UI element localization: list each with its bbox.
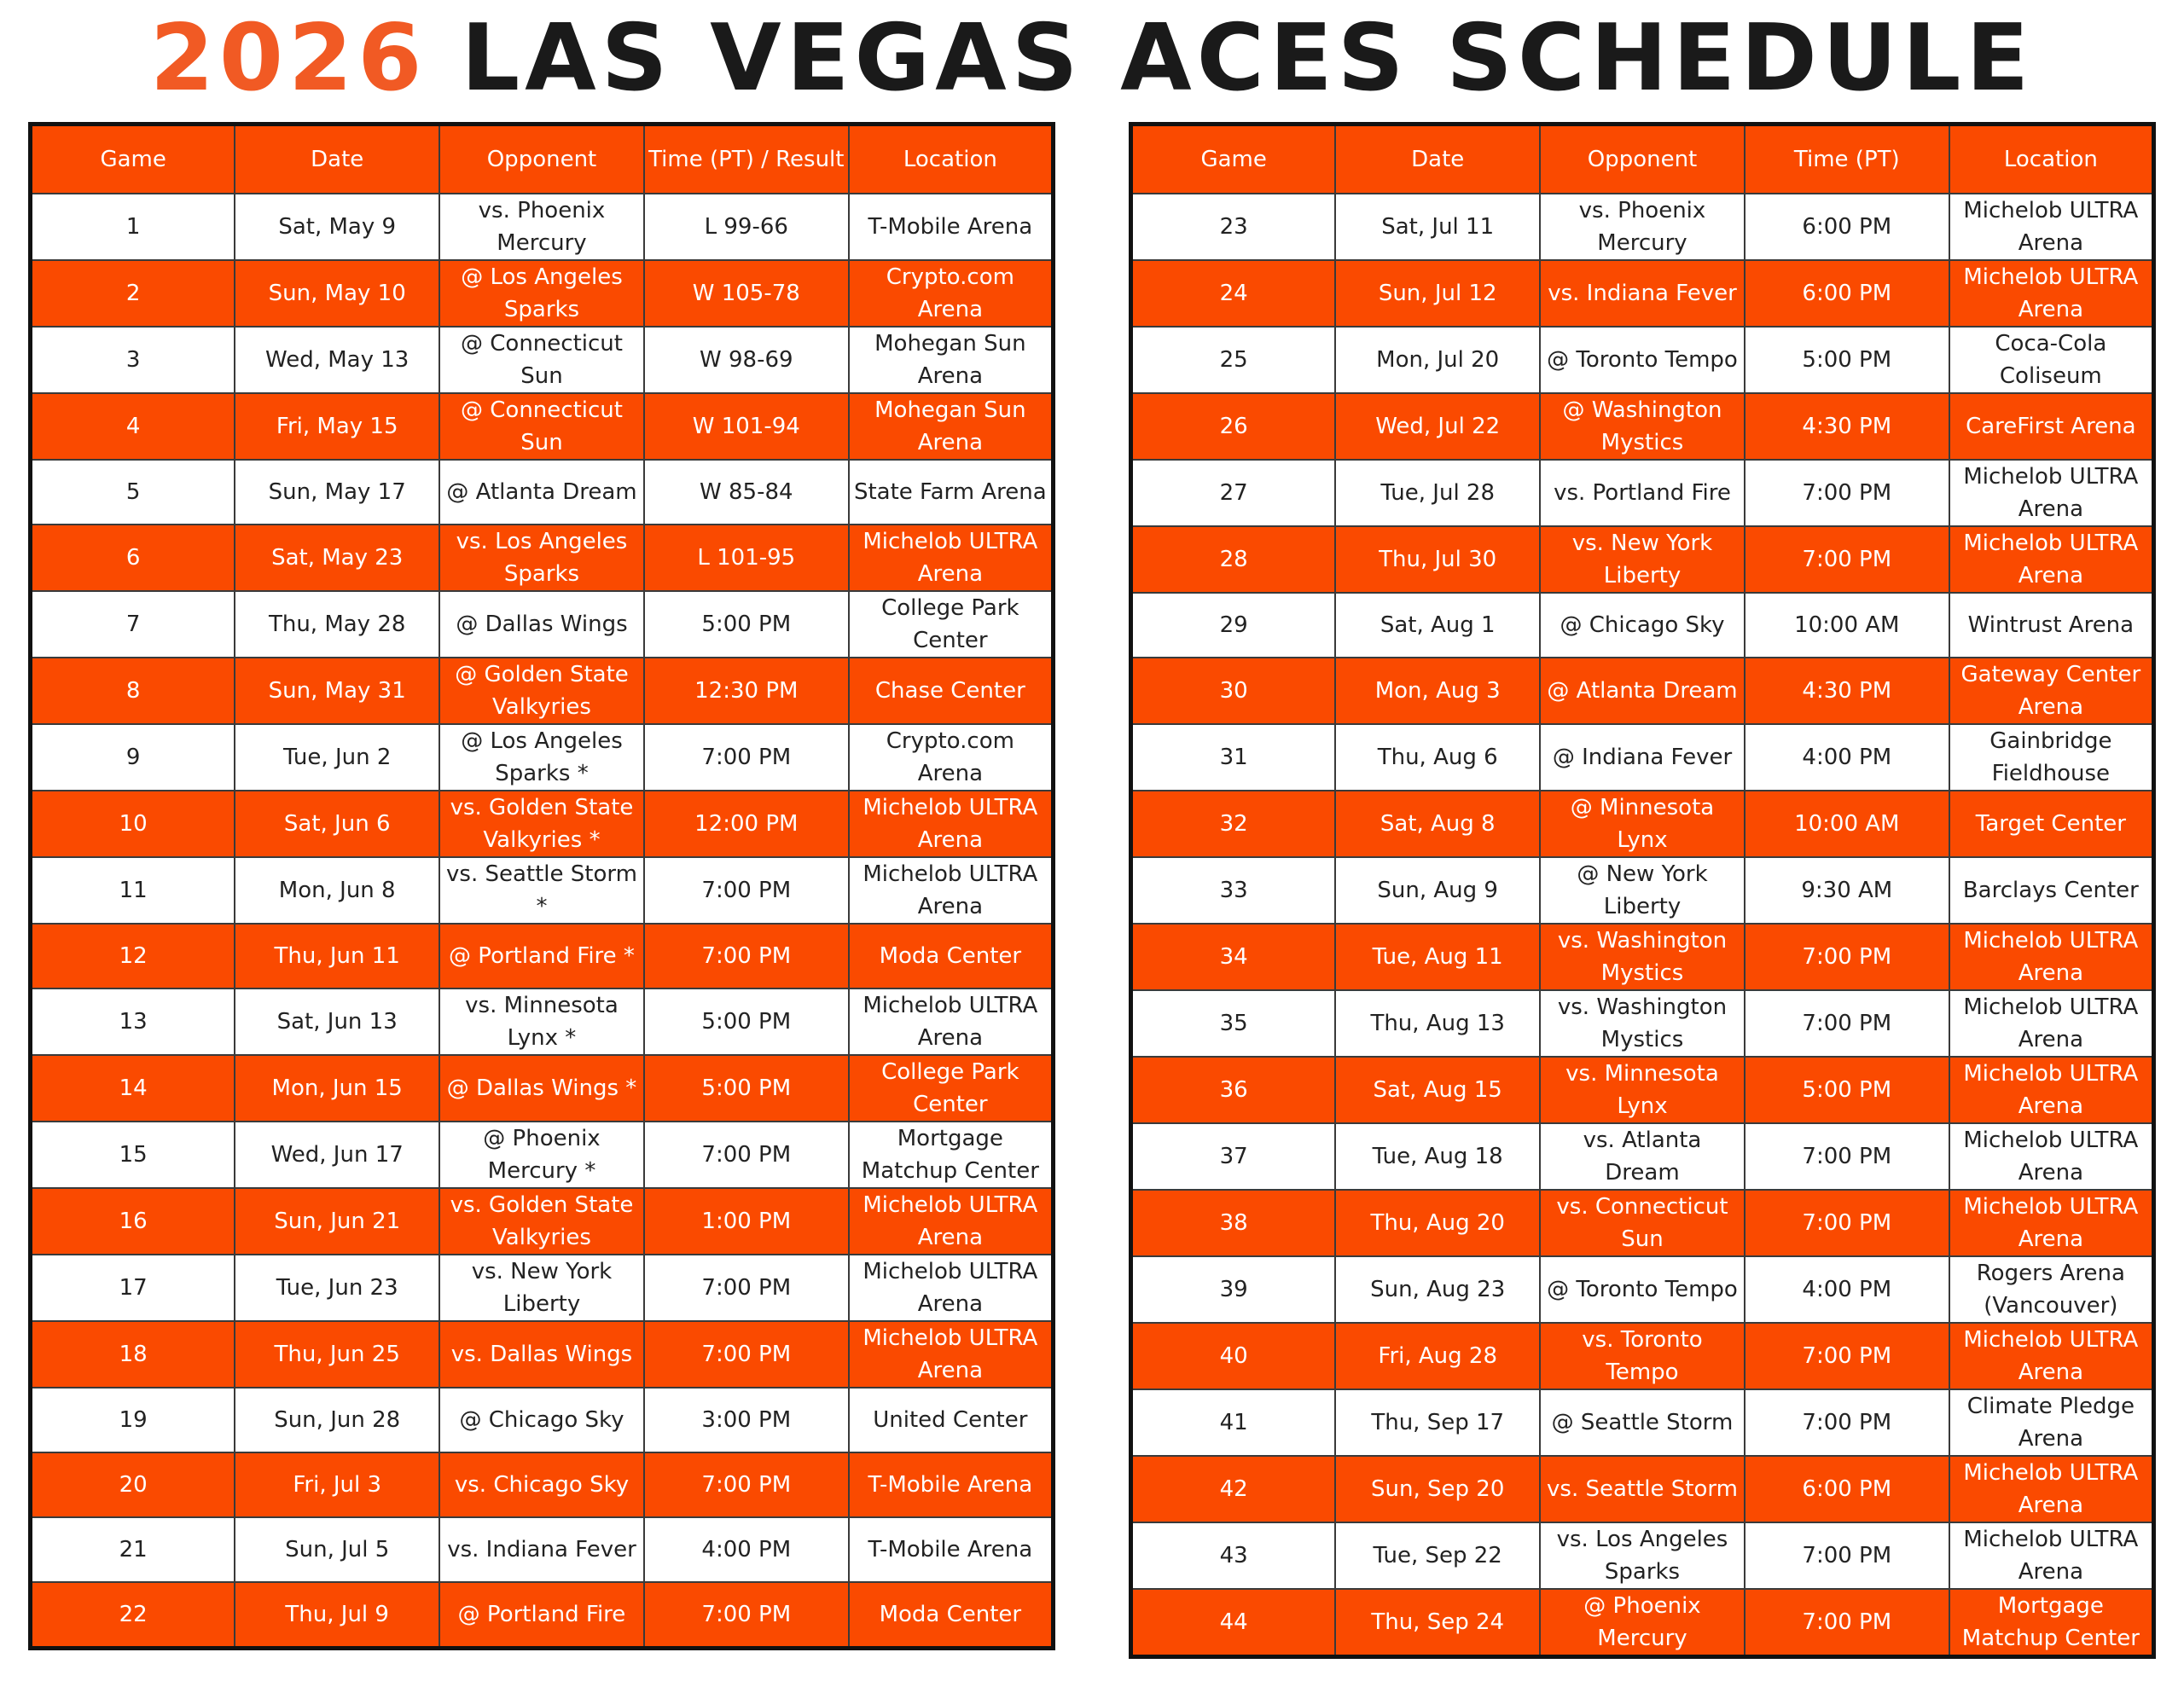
cell-location: Gainbridge Fieldhouse: [1949, 724, 2154, 791]
cell-date: Sun, Jun 28: [235, 1388, 439, 1452]
table-row: [31, 1255, 1054, 1321]
cell-location: Michelob ULTRA Arena: [849, 1255, 1054, 1321]
cell-opponent: vs. Golden State Valkyries: [439, 1188, 644, 1255]
column-header-time: Time (PT) / Result: [644, 125, 849, 194]
cell-location: Target Center: [1949, 791, 2154, 857]
cell-opponent: vs. Chicago Sky: [439, 1452, 644, 1517]
cell-opponent: @ Minnesota Lynx: [1540, 791, 1745, 857]
cell-opponent: @ Portland Fire: [439, 1582, 644, 1649]
cell-opponent: vs. Minnesota Lynx *: [439, 988, 644, 1055]
cell-location: Michelob ULTRA Arena: [1949, 1123, 2154, 1190]
table-row: [31, 1388, 1054, 1452]
cell-game: 33: [1131, 857, 1336, 924]
cell-opponent: vs. Phoenix Mercury: [1540, 194, 1745, 260]
cell-date: Tue, Aug 11: [1335, 924, 1540, 990]
cell-game: 8: [31, 658, 235, 724]
cell-opponent: vs. Toronto Tempo: [1540, 1323, 1745, 1389]
cell-date: Wed, May 13: [235, 327, 439, 393]
table-row: [1131, 990, 2154, 1057]
cell-time: 12:00 PM: [644, 791, 849, 857]
table-row: [31, 988, 1054, 1055]
cell-time: 7:00 PM: [1745, 1589, 1949, 1657]
table-row: [1131, 1456, 2154, 1522]
cell-location: Michelob ULTRA Arena: [849, 791, 1054, 857]
table-row: [31, 1582, 1054, 1649]
cell-date: Sun, May 31: [235, 658, 439, 724]
cell-location: Michelob ULTRA Arena: [1949, 1323, 2154, 1389]
cell-opponent: @ Indiana Fever: [1540, 724, 1745, 791]
cell-opponent: vs. Minnesota Lynx: [1540, 1057, 1745, 1123]
table-header-row: [1131, 125, 2154, 194]
cell-time: W 101-94: [644, 393, 849, 460]
cell-time: 10:00 AM: [1745, 791, 1949, 857]
schedule-table-right: [1129, 122, 2156, 1659]
cell-date: Mon, Aug 3: [1335, 658, 1540, 724]
cell-time: 4:30 PM: [1745, 658, 1949, 724]
cell-opponent: @ Golden State Valkyries: [439, 658, 644, 724]
cell-game: 27: [1131, 460, 1336, 526]
cell-location: Gateway Center Arena: [1949, 658, 2154, 724]
cell-location: T-Mobile Arena: [849, 194, 1054, 260]
table-row: [31, 591, 1054, 658]
cell-date: Tue, Aug 18: [1335, 1123, 1540, 1190]
cell-location: Michelob ULTRA Arena: [1949, 260, 2154, 327]
cell-game: 29: [1131, 593, 1336, 658]
cell-date: Tue, Jun 23: [235, 1255, 439, 1321]
table-row: [31, 724, 1054, 791]
cell-location: Michelob ULTRA Arena: [1949, 990, 2154, 1057]
cell-game: 28: [1131, 526, 1336, 593]
cell-date: Sat, Aug 15: [1335, 1057, 1540, 1123]
cell-game: 39: [1131, 1256, 1336, 1323]
cell-opponent: @ Portland Fire *: [439, 924, 644, 988]
cell-game: 3: [31, 327, 235, 393]
cell-date: Sat, Jul 11: [1335, 194, 1540, 260]
cell-location: Coca-Cola Coliseum: [1949, 327, 2154, 393]
cell-time: 6:00 PM: [1745, 194, 1949, 260]
cell-location: Michelob ULTRA Arena: [1949, 1057, 2154, 1123]
cell-opponent: vs. Los Angeles Sparks: [1540, 1522, 1745, 1589]
cell-game: 9: [31, 724, 235, 791]
table-row: [31, 1452, 1054, 1517]
cell-date: Sun, Aug 23: [1335, 1256, 1540, 1323]
cell-opponent: @ Phoenix Mercury: [1540, 1589, 1745, 1657]
cell-location: CareFirst Arena: [1949, 393, 2154, 460]
cell-location: Michelob ULTRA Arena: [1949, 924, 2154, 990]
cell-game: 30: [1131, 658, 1336, 724]
cell-date: Thu, Aug 20: [1335, 1190, 1540, 1256]
cell-time: 7:00 PM: [644, 1582, 849, 1649]
table-row: [1131, 460, 2154, 526]
cell-game: 4: [31, 393, 235, 460]
cell-game: 6: [31, 525, 235, 591]
cell-location: Chase Center: [849, 658, 1054, 724]
table-row: [1131, 1323, 2154, 1389]
cell-game: 36: [1131, 1057, 1336, 1123]
cell-game: 44: [1131, 1589, 1336, 1657]
cell-game: 16: [31, 1188, 235, 1255]
cell-game: 25: [1131, 327, 1336, 393]
column-header-date: Date: [1335, 125, 1540, 194]
cell-game: 15: [31, 1122, 235, 1188]
table-row: [31, 327, 1054, 393]
cell-game: 22: [31, 1582, 235, 1649]
cell-time: L 99-66: [644, 194, 849, 260]
cell-game: 7: [31, 591, 235, 658]
table-row: [1131, 1256, 2154, 1323]
cell-game: 32: [1131, 791, 1336, 857]
cell-date: Sun, May 17: [235, 460, 439, 525]
cell-opponent: vs. Phoenix Mercury: [439, 194, 644, 260]
cell-date: Thu, Aug 13: [1335, 990, 1540, 1057]
cell-time: 4:00 PM: [1745, 724, 1949, 791]
cell-game: 21: [31, 1517, 235, 1582]
table-row: [31, 460, 1054, 525]
page-title: [0, 0, 2184, 116]
cell-date: Sat, Aug 8: [1335, 791, 1540, 857]
cell-date: Sun, Jul 5: [235, 1517, 439, 1582]
cell-game: 2: [31, 260, 235, 327]
cell-time: 9:30 AM: [1745, 857, 1949, 924]
table-row: [1131, 1123, 2154, 1190]
cell-location: Wintrust Arena: [1949, 593, 2154, 658]
cell-time: 10:00 AM: [1745, 593, 1949, 658]
table-row: [1131, 791, 2154, 857]
cell-location: Mohegan Sun Arena: [849, 327, 1054, 393]
cell-location: College Park Center: [849, 591, 1054, 658]
cell-time: 7:00 PM: [644, 1321, 849, 1388]
cell-time: 7:00 PM: [644, 1255, 849, 1321]
cell-time: 1:00 PM: [644, 1188, 849, 1255]
cell-location: College Park Center: [849, 1055, 1054, 1122]
cell-opponent: @ Chicago Sky: [439, 1388, 644, 1452]
cell-date: Mon, Jul 20: [1335, 327, 1540, 393]
column-header-date: Date: [235, 125, 439, 194]
title-year: 2026: [149, 4, 427, 112]
cell-date: Thu, Jun 11: [235, 924, 439, 988]
table-row: [1131, 658, 2154, 724]
cell-game: 40: [1131, 1323, 1336, 1389]
cell-time: 7:00 PM: [1745, 990, 1949, 1057]
cell-date: Thu, Sep 17: [1335, 1389, 1540, 1456]
cell-date: Wed, Jul 22: [1335, 393, 1540, 460]
cell-game: 19: [31, 1388, 235, 1452]
cell-game: 35: [1131, 990, 1336, 1057]
cell-opponent: vs. Washington Mystics: [1540, 990, 1745, 1057]
cell-opponent: @ Phoenix Mercury *: [439, 1122, 644, 1188]
column-header-time: Time (PT): [1745, 125, 1949, 194]
cell-date: Sun, Jun 21: [235, 1188, 439, 1255]
cell-location: Michelob ULTRA Arena: [1949, 1522, 2154, 1589]
table-row: [1131, 260, 2154, 327]
cell-time: 5:00 PM: [644, 988, 849, 1055]
cell-time: 5:00 PM: [1745, 327, 1949, 393]
table-row: [31, 1321, 1054, 1388]
cell-date: Tue, Sep 22: [1335, 1522, 1540, 1589]
cell-game: 42: [1131, 1456, 1336, 1522]
cell-time: 5:00 PM: [644, 1055, 849, 1122]
cell-time: 7:00 PM: [1745, 1389, 1949, 1456]
cell-date: Sat, Jun 13: [235, 988, 439, 1055]
table-row: [1131, 526, 2154, 593]
cell-opponent: vs. Atlanta Dream: [1540, 1123, 1745, 1190]
cell-game: 13: [31, 988, 235, 1055]
cell-game: 20: [31, 1452, 235, 1517]
cell-game: 41: [1131, 1389, 1336, 1456]
cell-date: Tue, Jun 2: [235, 724, 439, 791]
cell-location: Michelob ULTRA Arena: [1949, 460, 2154, 526]
table-row: [31, 194, 1054, 260]
cell-date: Wed, Jun 17: [235, 1122, 439, 1188]
cell-location: Climate Pledge Arena: [1949, 1389, 2154, 1456]
cell-time: 6:00 PM: [1745, 1456, 1949, 1522]
cell-time: W 105-78: [644, 260, 849, 327]
column-header-opponent: Opponent: [1540, 125, 1745, 194]
cell-game: 14: [31, 1055, 235, 1122]
cell-opponent: @ Toronto Tempo: [1540, 1256, 1745, 1323]
cell-time: 7:00 PM: [644, 857, 849, 924]
cell-location: Michelob ULTRA Arena: [849, 1321, 1054, 1388]
cell-time: 3:00 PM: [644, 1388, 849, 1452]
cell-game: 10: [31, 791, 235, 857]
cell-location: State Farm Arena: [849, 460, 1054, 525]
cell-time: 7:00 PM: [1745, 924, 1949, 990]
table-row: [31, 1517, 1054, 1582]
cell-date: Thu, Jul 30: [1335, 526, 1540, 593]
cell-opponent: @ Atlanta Dream: [1540, 658, 1745, 724]
cell-opponent: @ Seattle Storm: [1540, 1389, 1745, 1456]
cell-date: Mon, Jun 15: [235, 1055, 439, 1122]
cell-game: 23: [1131, 194, 1336, 260]
cell-opponent: vs. Dallas Wings: [439, 1321, 644, 1388]
cell-location: Barclays Center: [1949, 857, 2154, 924]
title-text: LAS VEGAS ACES SCHEDULE: [461, 4, 2035, 112]
table-row: [1131, 724, 2154, 791]
cell-date: Tue, Jul 28: [1335, 460, 1540, 526]
table-row: [1131, 857, 2154, 924]
table-row: [1131, 327, 2154, 393]
cell-opponent: @ Connecticut Sun: [439, 393, 644, 460]
column-header-game: Game: [31, 125, 235, 194]
cell-date: Thu, Sep 24: [1335, 1589, 1540, 1657]
cell-date: Sun, Jul 12: [1335, 260, 1540, 327]
cell-opponent: vs. Golden State Valkyries *: [439, 791, 644, 857]
cell-opponent: @ New York Liberty: [1540, 857, 1745, 924]
cell-opponent: vs. Seattle Storm: [1540, 1456, 1745, 1522]
cell-opponent: @ Los Angeles Sparks: [439, 260, 644, 327]
cell-date: Thu, May 28: [235, 591, 439, 658]
cell-opponent: vs. Connecticut Sun: [1540, 1190, 1745, 1256]
table-row: [1131, 1589, 2154, 1657]
cell-opponent: vs. Indiana Fever: [439, 1517, 644, 1582]
cell-date: Sun, May 10: [235, 260, 439, 327]
cell-date: Sun, Aug 9: [1335, 857, 1540, 924]
cell-opponent: vs. Indiana Fever: [1540, 260, 1745, 327]
cell-opponent: vs. New York Liberty: [439, 1255, 644, 1321]
table-row: [31, 1188, 1054, 1255]
table-row: [1131, 1389, 2154, 1456]
cell-time: 7:00 PM: [644, 1452, 849, 1517]
table-row: [31, 1055, 1054, 1122]
cell-time: W 98-69: [644, 327, 849, 393]
cell-opponent: @ Dallas Wings: [439, 591, 644, 658]
table-row: [31, 1122, 1054, 1188]
cell-date: Sat, Aug 1: [1335, 593, 1540, 658]
cell-opponent: @ Los Angeles Sparks *: [439, 724, 644, 791]
table-row: [31, 924, 1054, 988]
cell-date: Thu, Aug 6: [1335, 724, 1540, 791]
schedule-table-left: [28, 122, 1055, 1650]
cell-location: United Center: [849, 1388, 1054, 1452]
cell-game: 43: [1131, 1522, 1336, 1589]
cell-game: 31: [1131, 724, 1336, 791]
cell-time: 7:00 PM: [1745, 1123, 1949, 1190]
cell-time: 7:00 PM: [1745, 1190, 1949, 1256]
cell-date: Sat, May 9: [235, 194, 439, 260]
cell-opponent: @ Dallas Wings *: [439, 1055, 644, 1122]
cell-location: Michelob ULTRA Arena: [1949, 1456, 2154, 1522]
cell-location: T-Mobile Arena: [849, 1452, 1054, 1517]
cell-time: 7:00 PM: [644, 1122, 849, 1188]
cell-location: Michelob ULTRA Arena: [849, 857, 1054, 924]
table-row: [1131, 1522, 2154, 1589]
cell-location: Mortgage Matchup Center: [1949, 1589, 2154, 1657]
table-row: [31, 791, 1054, 857]
cell-time: 7:00 PM: [644, 924, 849, 988]
table-row: [31, 525, 1054, 591]
cell-game: 17: [31, 1255, 235, 1321]
cell-time: 7:00 PM: [1745, 1522, 1949, 1589]
cell-time: 12:30 PM: [644, 658, 849, 724]
cell-time: 4:30 PM: [1745, 393, 1949, 460]
cell-location: Mortgage Matchup Center: [849, 1122, 1054, 1188]
cell-game: 1: [31, 194, 235, 260]
cell-location: Michelob ULTRA Arena: [1949, 1190, 2154, 1256]
table-row: [1131, 924, 2154, 990]
cell-opponent: vs. Seattle Storm *: [439, 857, 644, 924]
cell-location: Michelob ULTRA Arena: [849, 525, 1054, 591]
cell-date: Sun, Sep 20: [1335, 1456, 1540, 1522]
cell-game: 26: [1131, 393, 1336, 460]
cell-time: W 85-84: [644, 460, 849, 525]
cell-game: 11: [31, 857, 235, 924]
column-header-opponent: Opponent: [439, 125, 644, 194]
cell-game: 34: [1131, 924, 1336, 990]
cell-date: Fri, May 15: [235, 393, 439, 460]
cell-time: L 101-95: [644, 525, 849, 591]
cell-location: Moda Center: [849, 924, 1054, 988]
cell-opponent: vs. New York Liberty: [1540, 526, 1745, 593]
cell-opponent: vs. Washington Mystics: [1540, 924, 1745, 990]
cell-game: 5: [31, 460, 235, 525]
cell-location: T-Mobile Arena: [849, 1517, 1054, 1582]
cell-time: 5:00 PM: [644, 591, 849, 658]
table-row: [31, 260, 1054, 327]
cell-date: Thu, Jul 9: [235, 1582, 439, 1649]
cell-location: Crypto.com Arena: [849, 724, 1054, 791]
table-row: [1131, 593, 2154, 658]
cell-time: 7:00 PM: [1745, 460, 1949, 526]
cell-location: Crypto.com Arena: [849, 260, 1054, 327]
cell-location: Michelob ULTRA Arena: [1949, 526, 2154, 593]
cell-date: Fri, Aug 28: [1335, 1323, 1540, 1389]
cell-game: 38: [1131, 1190, 1336, 1256]
cell-time: 5:00 PM: [1745, 1057, 1949, 1123]
cell-location: Mohegan Sun Arena: [849, 393, 1054, 460]
cell-time: 7:00 PM: [1745, 526, 1949, 593]
table-row: [1131, 393, 2154, 460]
cell-date: Thu, Jun 25: [235, 1321, 439, 1388]
cell-location: Moda Center: [849, 1582, 1054, 1649]
cell-opponent: vs. Portland Fire: [1540, 460, 1745, 526]
cell-time: 6:00 PM: [1745, 260, 1949, 327]
cell-date: Fri, Jul 3: [235, 1452, 439, 1517]
cell-opponent: @ Atlanta Dream: [439, 460, 644, 525]
cell-game: 18: [31, 1321, 235, 1388]
cell-time: 4:00 PM: [644, 1517, 849, 1582]
cell-game: 12: [31, 924, 235, 988]
cell-time: 7:00 PM: [1745, 1323, 1949, 1389]
table-row: [31, 658, 1054, 724]
cell-date: Sat, May 23: [235, 525, 439, 591]
column-header-location: Location: [1949, 125, 2154, 194]
cell-game: 37: [1131, 1123, 1336, 1190]
table-row: [31, 393, 1054, 460]
table-header-row: [31, 125, 1054, 194]
cell-opponent: vs. Los Angeles Sparks: [439, 525, 644, 591]
cell-location: Michelob ULTRA Arena: [849, 988, 1054, 1055]
cell-location: Michelob ULTRA Arena: [1949, 194, 2154, 260]
cell-date: Mon, Jun 8: [235, 857, 439, 924]
column-header-location: Location: [849, 125, 1054, 194]
cell-opponent: @ Connecticut Sun: [439, 327, 644, 393]
cell-opponent: @ Washington Mystics: [1540, 393, 1745, 460]
cell-opponent: @ Chicago Sky: [1540, 593, 1745, 658]
cell-location: Michelob ULTRA Arena: [849, 1188, 1054, 1255]
cell-date: Sat, Jun 6: [235, 791, 439, 857]
cell-game: 24: [1131, 260, 1336, 327]
column-header-game: Game: [1131, 125, 1336, 194]
table-row: [1131, 1057, 2154, 1123]
cell-time: 7:00 PM: [644, 724, 849, 791]
table-row: [1131, 194, 2154, 260]
table-row: [1131, 1190, 2154, 1256]
table-row: [31, 857, 1054, 924]
cell-location: Rogers Arena (Vancouver): [1949, 1256, 2154, 1323]
cell-opponent: @ Toronto Tempo: [1540, 327, 1745, 393]
cell-time: 4:00 PM: [1745, 1256, 1949, 1323]
